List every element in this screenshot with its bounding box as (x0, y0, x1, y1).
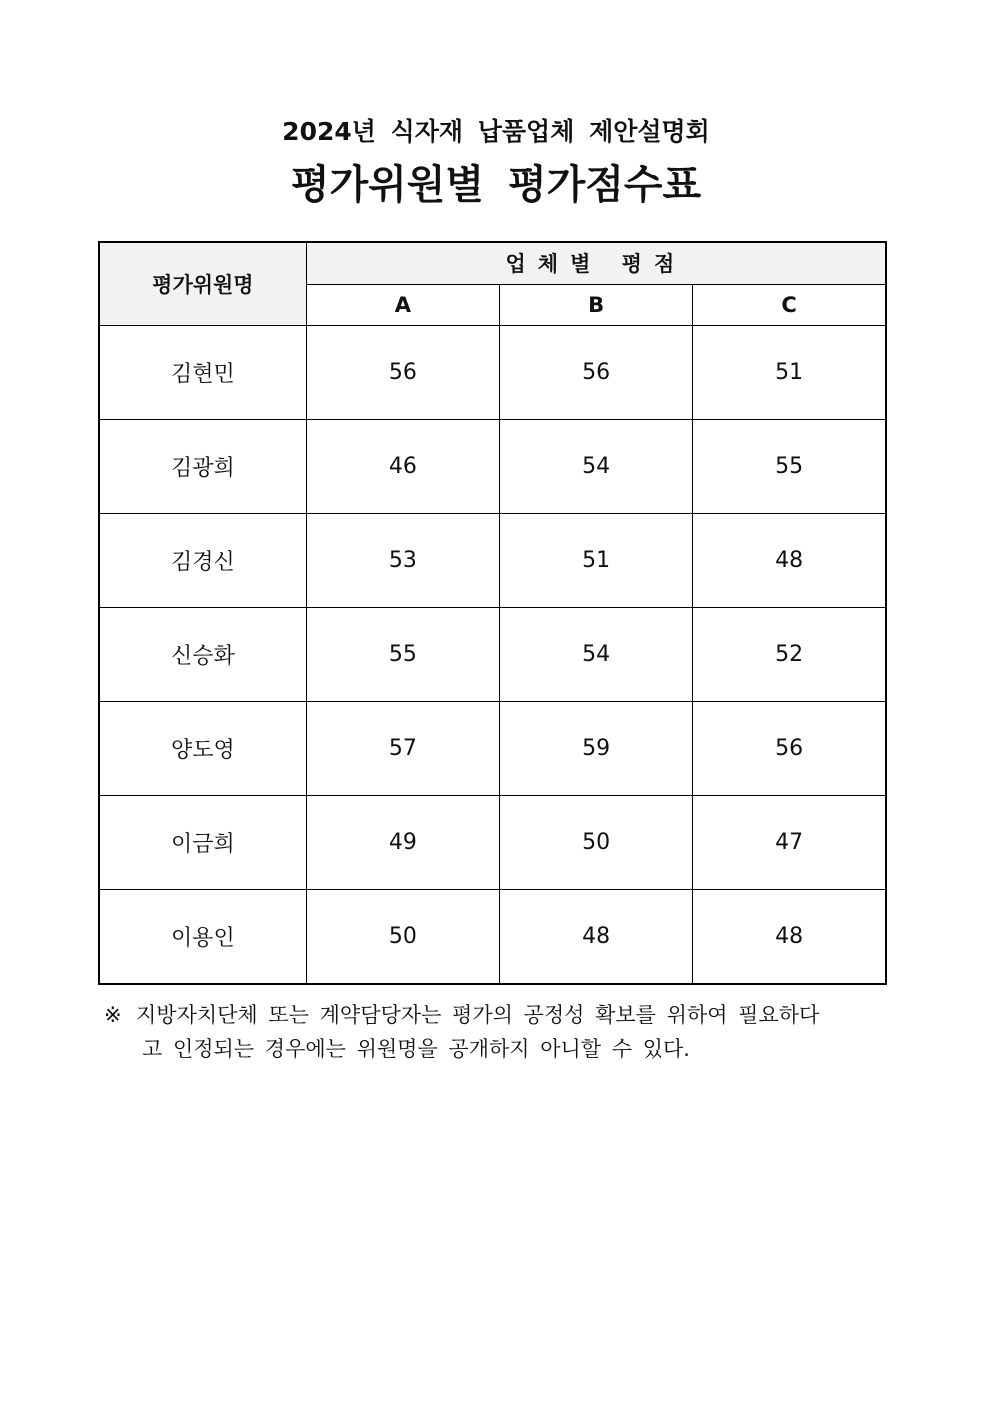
evaluator-name: 양도영 (99, 701, 306, 795)
score-cell: 59 (499, 701, 692, 795)
evaluator-name-header: 평가위원명 (99, 242, 306, 325)
table-row (99, 325, 886, 419)
score-cell: 54 (499, 419, 692, 513)
score-cell: 51 (693, 325, 886, 419)
score-cell: 56 (693, 701, 886, 795)
table-row (99, 795, 886, 889)
evaluator-name: 김경신 (99, 513, 306, 607)
company-score-group-header: 업체별 평점 (306, 242, 886, 284)
evaluator-name: 이금희 (99, 795, 306, 889)
score-cell: 48 (693, 513, 886, 607)
score-cell: 50 (499, 795, 692, 889)
table-row (99, 607, 886, 701)
score-cell: 47 (693, 795, 886, 889)
table-row (99, 419, 886, 513)
score-table (98, 241, 887, 985)
note-text-1: 지방자치단체 또는 계약담당자는 평가의 공정성 확보를 위하여 필요하다 (136, 1003, 820, 1027)
score-cell: 56 (499, 325, 692, 419)
score-cell: 53 (306, 513, 499, 607)
score-cell: 50 (306, 889, 499, 984)
table-row (99, 513, 886, 607)
score-cell: 46 (306, 419, 499, 513)
score-cell: 54 (499, 607, 692, 701)
score-cell: 51 (499, 513, 692, 607)
document-title: 평가위원별 평가점수표 (290, 162, 702, 208)
evaluator-name: 이용인 (99, 889, 306, 984)
score-cell: 48 (499, 889, 692, 984)
evaluator-name: 김현민 (99, 325, 306, 419)
score-cell: 52 (693, 607, 886, 701)
note-line-2: 고 인정되는 경우에는 위원명을 공개하지 아니할 수 있다. (142, 1037, 690, 1061)
score-cell: 57 (306, 701, 499, 795)
reference-mark: ※ (104, 1003, 122, 1027)
evaluator-name: 신승화 (99, 607, 306, 701)
score-cell: 55 (693, 419, 886, 513)
company-header-c: C (693, 284, 886, 325)
document-subtitle: 2024년 식자재 납품업체 제안설명회 (282, 117, 710, 146)
score-cell: 48 (693, 889, 886, 984)
table-row (99, 889, 886, 984)
score-cell: 55 (306, 607, 499, 701)
table-row (99, 701, 886, 795)
score-cell: 56 (306, 325, 499, 419)
score-cell: 49 (306, 795, 499, 889)
note-line-1 (104, 998, 904, 1032)
evaluator-name: 김광희 (99, 419, 306, 513)
company-header-a: A (306, 284, 499, 325)
company-header-b: B (499, 284, 692, 325)
disclosure-note (104, 998, 904, 1066)
